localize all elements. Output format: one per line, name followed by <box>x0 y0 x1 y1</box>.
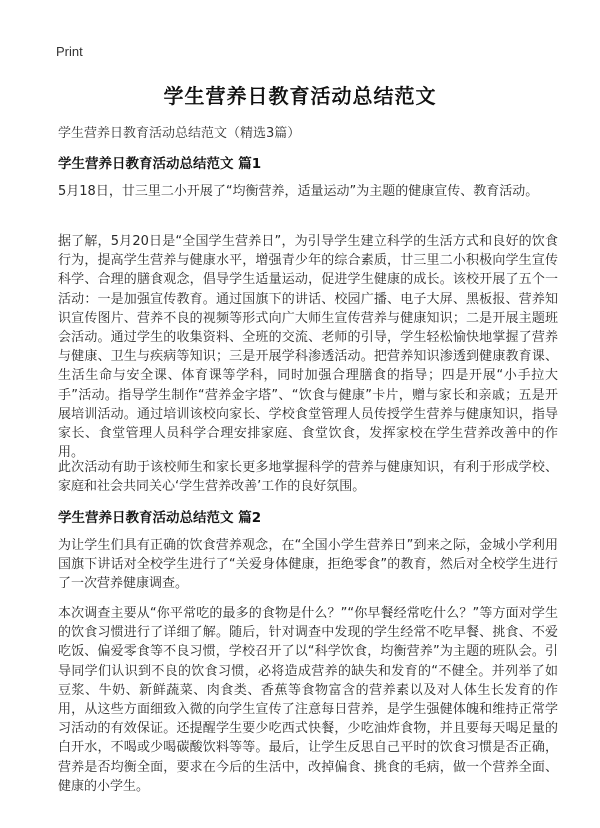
print-link[interactable]: Print <box>56 44 83 59</box>
section-heading-2: 学生营养日教育活动总结范文 篇2 <box>58 510 262 526</box>
page-title: 学生营养日教育活动总结范文 <box>163 84 437 108</box>
paragraph-1-2: 据了解，5月20日是“全国学生营养日”，为引导学生建立科学的生活方式和良好的饮食行为，提高学生营养与健康水平，增强青少年的综合素质，廿三里二小积极向学生宣传科学、合理的膳食观念，倡导学生适量运动，促进学生健康的成长。该校开展了五个一活动：一是加强宣传教育。通过国旗下的讲话、校园广播、电子大屏、黑板报、营养知识宣传图片、营养不良的视频等形式向广大师生宣传营养与健康知识；二是开展主题班会活动。通过学生的收集资料、全班的交流、老师的引导，学生轻松愉快地掌握了营养与健康、卫生与疾病等知识；三是开展学科渗透活动。把营养知识渗透到健康教育课、生活生命与安全课、体育课等学科，同时加强合理膳食的指导；四是开展“小手拉大手”活动。指导学生制作“营养金字塔”、“饮食与健康”卡片，赠与家长和亲戚；五是开展培训活动。通过培训该校向家长、学校食堂管理人员传授学生营养与健康知识，指导家长、食堂管理人员科学合理安排家庭、食堂饮食，发挥家校在学生营养改善中的作用。 <box>58 234 558 461</box>
paragraph-1-3: 此次活动有助于该校师生和家长更多地掌握科学的营养与健康知识，有利于形成学校、家庭和社会共同关心‘学生营养改善’工作的良好氛围。 <box>58 460 558 495</box>
document-subtitle: 学生营养日教育活动总结范文（精选3篇） <box>58 126 301 141</box>
paragraph-2-1: 为让学生们具有正确的饮食营养观念，在“全国小学生营养日”到来之际，金城小学利用国旗下讲话对全校学生进行了“关爱身体健康，拒绝零食”的教育，然后对全校学生进行了一次营养健康调查。 <box>58 538 558 592</box>
section-heading-1: 学生营养日教育活动总结范文 篇1 <box>58 156 262 172</box>
paragraph-2-2: 本次调查主要从“你平常吃的最多的食物是什么？”“你早餐经常吃什么？”等方面对学生的饮食习惯进行了详细了解。随后，针对调查中发现的学生经常不吃早餐、挑食、不爱吃饭、偏爱零食等不良习惯，学校召开了以“科学饮食，均衡营养”为主题的班队会。引导同学们认识到不良的饮食习惯，必将造成营养的缺失和发育的“不健全。并列举了如豆浆、牛奶、新鲜蔬菜、肉食类、香蕉等食物富含的营养素以及对人体生长发育的作用，从这些方面细致入微的向学生宣传了注意每日营养，是学生强健体魄和维持正常学习活动的有效保证。还提醒学生要少吃西式快餐，少吃油炸食物，并且要每天喝足量的白开水，不喝或少喝碳酸饮料等等。最后，让学生反思自己平时的饮食习惯是否正确，营养是否均衡全面，要求在今后的生活中，改掉偏食、挑食的毛病，做一个营养全面、健康的小学生。 <box>58 606 558 794</box>
paragraph-1-1: 5月18日，廿三里二小开展了“均衡营养，适量运动”为主题的健康宣传、教育活动。 <box>58 184 539 199</box>
